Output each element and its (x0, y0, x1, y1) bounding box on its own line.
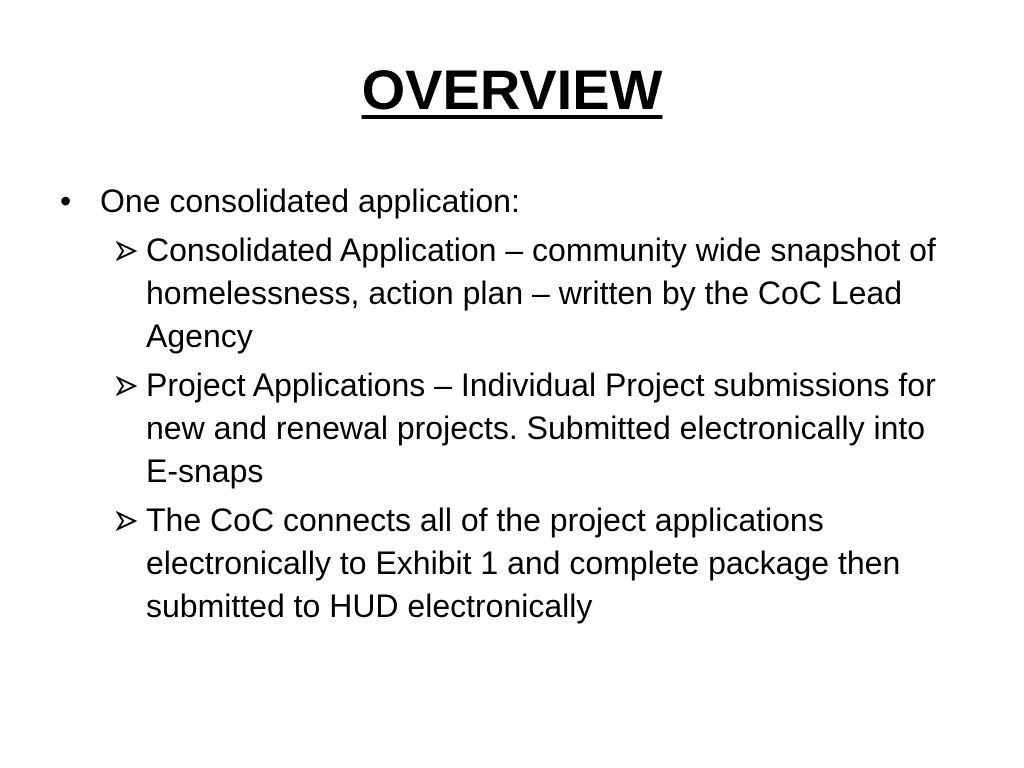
bullet-item (60, 180, 960, 223)
slide-content (60, 180, 960, 634)
arrow-bullet-icon (116, 499, 146, 542)
sub-bullet-text: Project Applications – Individual Project submissions for new and renewal projects. Submitted electronically into E-snaps (146, 367, 936, 489)
sub-bullet-text: The CoC connects all of the project applications electronically to Exhibit 1 and complete package then submitted to HUD electronically (146, 502, 901, 624)
bullet-text: One consolidated application: (100, 183, 520, 219)
sub-bullet-item (116, 229, 960, 358)
slide-title: OVERVIEW (361, 58, 663, 121)
sub-bullet-text: Consolidated Application – community wide snapshot of homelessness, action plan – written by the CoC Lead Agency (146, 232, 936, 354)
sub-bullet-item (116, 499, 960, 628)
sub-bullet-item (116, 364, 960, 493)
sub-bullet-list (116, 229, 960, 628)
arrow-bullet-icon (116, 229, 146, 272)
arrow-bullet-icon (116, 364, 146, 407)
bullet-dot-icon: • (60, 183, 72, 219)
